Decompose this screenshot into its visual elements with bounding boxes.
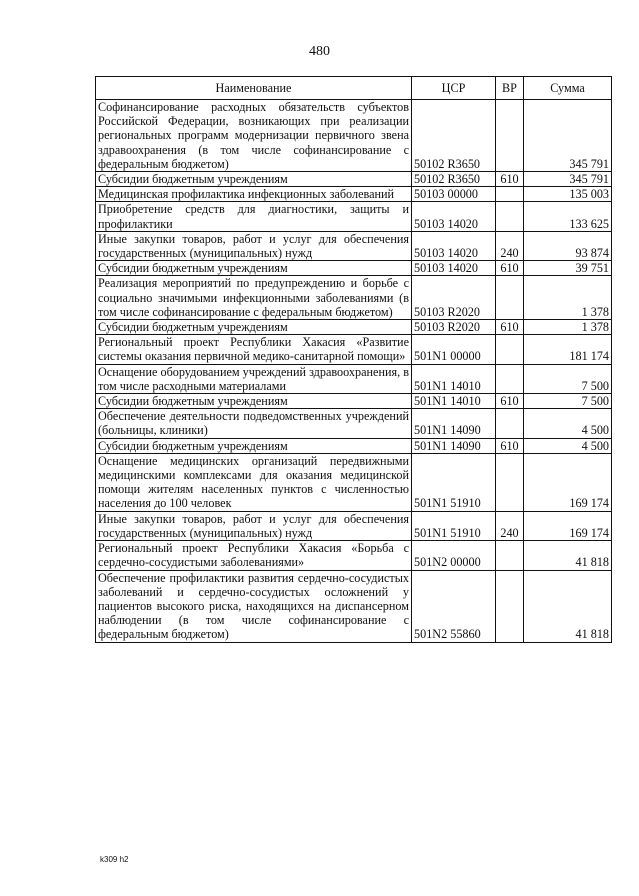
row-sum: 345 791 <box>524 172 612 187</box>
row-vr <box>496 541 524 570</box>
row-csr: 501N1 14010 <box>412 394 496 409</box>
row-csr: 501N1 00000 <box>412 335 496 364</box>
row-csr: 50103 14020 <box>412 261 496 276</box>
header-sum: Сумма <box>524 77 612 100</box>
row-csr: 501N1 14010 <box>412 364 496 393</box>
row-vr <box>496 453 524 511</box>
row-sum: 1 378 <box>524 276 612 320</box>
row-csr: 50103 14020 <box>412 231 496 260</box>
row-vr: 610 <box>496 320 524 335</box>
row-csr: 501N1 51910 <box>412 453 496 511</box>
row-sum: 4 500 <box>524 438 612 453</box>
table-row <box>96 261 612 276</box>
row-csr: 501N2 55860 <box>412 570 496 642</box>
row-vr: 240 <box>496 511 524 540</box>
row-sum: 169 174 <box>524 453 612 511</box>
table-row <box>96 541 612 570</box>
row-vr <box>496 276 524 320</box>
row-sum: 1 378 <box>524 320 612 335</box>
row-csr: 50103 00000 <box>412 187 496 202</box>
row-name: Оснащение медицинских организаций передвижными медицинскими комплексами для оказания медицинской помощи жителям населенных пунктов с численностью населения до 100 человек <box>96 453 412 511</box>
row-vr: 240 <box>496 231 524 260</box>
row-vr <box>496 100 524 172</box>
row-name: Софинансирование расходных обязательств субъектов Российской Федерации, возникающих при реализации региональных программ модернизации первичного звена здравоохранения (в том числе софинансирование с федеральным бюджетом) <box>96 100 412 172</box>
row-name: Приобретение средств для диагностики, защиты и профилактики <box>96 202 412 231</box>
table-row <box>96 511 612 540</box>
row-name: Региональный проект Республики Хакасия «Развитие системы оказания первичной медико-санитарной помощи» <box>96 335 412 364</box>
row-sum: 41 818 <box>524 541 612 570</box>
header-vr: ВР <box>496 77 524 100</box>
table-row <box>96 187 612 202</box>
table-row <box>96 438 612 453</box>
row-vr: 610 <box>496 261 524 276</box>
table-row <box>96 364 612 393</box>
row-name: Субсидии бюджетным учреждениям <box>96 261 412 276</box>
table-row <box>96 202 612 231</box>
page-number: 480 <box>309 44 330 59</box>
row-csr: 501N1 51910 <box>412 511 496 540</box>
row-sum: 7 500 <box>524 364 612 393</box>
table-row <box>96 320 612 335</box>
row-name: Иные закупки товаров, работ и услуг для обеспечения государственных (муниципальных) нужд <box>96 511 412 540</box>
row-name: Региональный проект Республики Хакасия «Борьба с сердечно-сосудистыми заболеваниями» <box>96 541 412 570</box>
row-sum: 39 751 <box>524 261 612 276</box>
table-row <box>96 231 612 260</box>
table-row <box>96 335 612 364</box>
row-csr: 50102 R3650 <box>412 172 496 187</box>
row-sum: 7 500 <box>524 394 612 409</box>
row-vr <box>496 335 524 364</box>
row-sum: 4 500 <box>524 409 612 438</box>
table-row <box>96 394 612 409</box>
table-row <box>96 276 612 320</box>
row-vr <box>496 202 524 231</box>
table-row <box>96 570 612 642</box>
row-name: Субсидии бюджетным учреждениям <box>96 394 412 409</box>
table-row <box>96 409 612 438</box>
row-sum: 135 003 <box>524 187 612 202</box>
row-sum: 169 174 <box>524 511 612 540</box>
row-sum: 133 625 <box>524 202 612 231</box>
row-name: Субсидии бюджетным учреждениям <box>96 438 412 453</box>
row-name: Обеспечение деятельности подведомственных учреждений (больницы, клиники) <box>96 409 412 438</box>
header-name: Наименование <box>96 77 412 100</box>
table-header-row <box>96 77 612 100</box>
footer-code: k309 h2 <box>100 855 129 864</box>
row-csr: 501N1 14090 <box>412 438 496 453</box>
row-name: Оснащение оборудованием учреждений здравоохранения, в том числе расходными материалами <box>96 364 412 393</box>
row-name: Реализация мероприятий по предупреждению и борьбе с социально значимыми инфекционными заболеваниями (в том числе софинансирование с федеральным бюджетом) <box>96 276 412 320</box>
row-csr: 501N2 00000 <box>412 541 496 570</box>
header-csr: ЦСР <box>412 77 496 100</box>
row-vr: 610 <box>496 438 524 453</box>
row-name: Иные закупки товаров, работ и услуг для обеспечения государственных (муниципальных) нужд <box>96 231 412 260</box>
table-row <box>96 453 612 511</box>
row-vr <box>496 364 524 393</box>
row-vr <box>496 570 524 642</box>
row-sum: 345 791 <box>524 100 612 172</box>
row-sum: 181 174 <box>524 335 612 364</box>
row-name: Субсидии бюджетным учреждениям <box>96 172 412 187</box>
row-name: Субсидии бюджетным учреждениям <box>96 320 412 335</box>
row-csr: 50103 R2020 <box>412 320 496 335</box>
row-vr: 610 <box>496 172 524 187</box>
row-csr: 50102 R3650 <box>412 100 496 172</box>
row-name: Медицинская профилактика инфекционных заболеваний <box>96 187 412 202</box>
row-csr: 50103 R2020 <box>412 276 496 320</box>
row-vr <box>496 409 524 438</box>
row-name: Обеспечение профилактики развития сердечно-сосудистых заболеваний и сердечно-сосудистых осложнений у пациентов высокого риска, находящихся на диспансерном наблюдении (в том числе софинансирование с федеральным бюджетом) <box>96 570 412 642</box>
row-csr: 501N1 14090 <box>412 409 496 438</box>
table-row <box>96 100 612 172</box>
row-csr: 50103 14020 <box>412 202 496 231</box>
budget-table <box>95 76 612 643</box>
row-vr <box>496 187 524 202</box>
row-sum: 41 818 <box>524 570 612 642</box>
table-row <box>96 172 612 187</box>
row-vr: 610 <box>496 394 524 409</box>
row-sum: 93 874 <box>524 231 612 260</box>
